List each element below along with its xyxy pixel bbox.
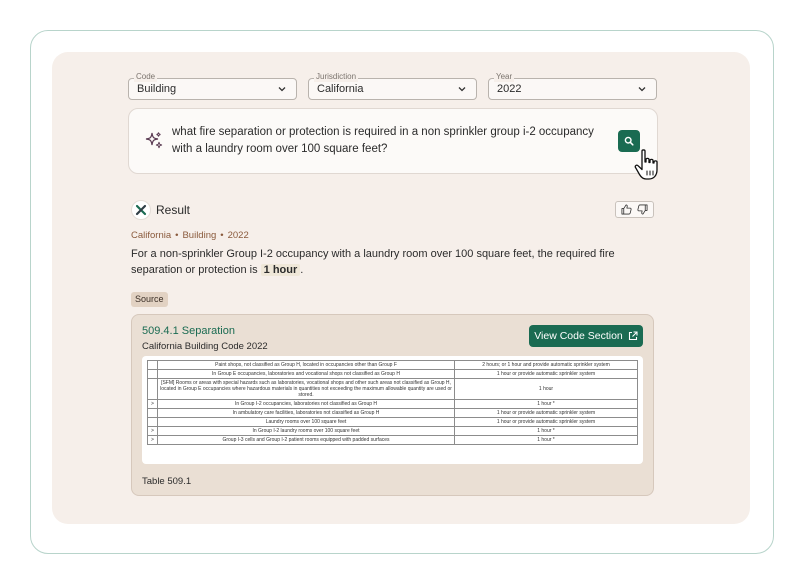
table-cell-separation: 1 hour * [455,427,638,436]
table-row-marker [148,361,158,370]
result-title: Result [156,203,191,217]
view-code-section-label: View Code Section [534,330,623,342]
table-cell-separation: 1 hour or provide automatic sprinkler system [455,418,638,427]
answer-highlight: 1 hour [261,264,301,276]
meta-year: 2022 [227,230,249,241]
table-cell-separation: 1 hour * [455,436,638,445]
app-logo-icon [131,200,151,220]
table-row [148,379,638,400]
table-cell-separation: 1 hour or provide automatic sprinkler system [455,370,638,379]
chevron-down-icon [456,83,468,95]
table-cell-separation: 1 hour or provide automatic sprinkler system [455,409,638,418]
table-cell-room: Laundry rooms over 100 square feet [158,418,455,427]
source-tag: Source [131,292,168,307]
table-row [148,370,638,379]
table-row [148,436,638,445]
table-row-marker: > [148,400,158,409]
table-row-marker [148,370,158,379]
code-select[interactable] [128,72,297,100]
code-table-image [142,356,643,464]
jurisdiction-select[interactable] [308,72,477,100]
table-cell-separation: 2 hours; or 1 hour and provide automatic sprinkler system [455,361,638,370]
thumbs-down-button[interactable] [636,203,649,216]
thumbs-up-icon [621,204,632,215]
table-cell-separation: 1 hour * [455,400,638,409]
table-row [148,418,638,427]
search-icon [624,136,634,146]
answer-text [131,247,656,278]
table-cell-separation: 1 hour [455,379,638,400]
chevron-down-icon [636,83,648,95]
result-meta: California • Building • 2022 [131,230,249,241]
sparkle-icon [144,131,164,151]
view-code-section-button[interactable] [529,325,643,347]
table-cell-room: Paint shops, not classified as Group H, located in occupancies other than Group F [158,361,455,370]
hand-cursor-icon [633,148,663,182]
feedback-buttons [615,201,654,218]
table-row-marker [148,379,158,400]
table-cell-room: In Group I-2 laundry rooms over 100 square feet [158,427,455,436]
table-caption: Table 509.1 [142,476,192,487]
table-row-marker [148,409,158,418]
table-cell-room: In Group E occupancies, laboratories and vocational shops not classified as Group H [158,370,455,379]
section-subtitle: California Building Code 2022 [142,341,268,352]
table-row [148,427,638,436]
table-cell-room: In Group I-2 occupancies, laboratories not classified as Group H [158,400,455,409]
section-title[interactable]: 509.4.1 Separation [142,325,235,337]
jurisdiction-select-value: California [317,83,364,95]
year-select-value: 2022 [497,83,522,95]
table-row [148,400,638,409]
table-cell-room: Group I-3 cells and Group I-2 patient rooms equipped with padded surfaces [158,436,455,445]
year-select[interactable] [488,72,657,100]
table-row-marker: > [148,427,158,436]
thumbs-up-button[interactable] [620,203,633,216]
table-cell-room: In ambulatory care facilities, laboratories not classified as Group H [158,409,455,418]
code-select-value: Building [137,83,177,95]
chevron-down-icon [276,83,288,95]
thumbs-down-icon [637,204,648,215]
jurisdiction-select-legend: Jurisdiction [316,72,357,81]
meta-code: Building [182,230,217,241]
code-select-legend: Code [136,72,156,81]
code-table [147,360,638,445]
table-row-marker: > [148,436,158,445]
answer-body: For a non-sprinkler Group I-2 occupancy with a laundry room over 100 square feet, the required fire separation or protection is [131,248,615,276]
table-row [148,361,638,370]
table-row [148,409,638,418]
table-cell-room: [SFM] Rooms or areas with special hazards such as laboratories, vocational shops and other such areas not classified as Group H, located in Group E occupancies where hazardous materials in quantities not exceeding the maximum allowable quantity are used or stored. [158,379,455,400]
table-row-marker [148,418,158,427]
answer-end: . [300,263,304,276]
meta-jurisdiction: California [131,230,172,241]
search-query[interactable]: what fire separation or protection is required in a non sprinkler group i-2 occupancy with a laundry room over 100 square feet? [172,126,594,155]
external-link-icon [628,331,638,341]
year-select-legend: Year [496,72,513,81]
